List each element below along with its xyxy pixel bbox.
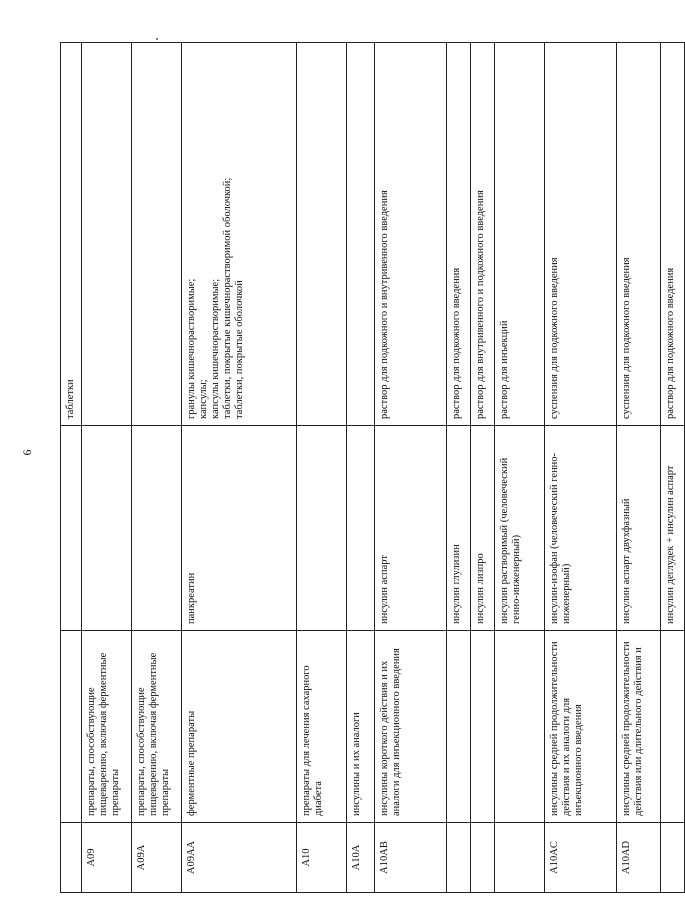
table-row bbox=[297, 43, 347, 893]
table-row bbox=[61, 43, 82, 893]
atc-code-cell: A10AC bbox=[545, 823, 617, 893]
atc-code-cell bbox=[447, 823, 471, 893]
dosage-form-cell bbox=[545, 43, 617, 426]
drug-name-cell: инсулин растворимый (человеческий генно-инженерный) bbox=[495, 426, 545, 631]
pharmacological-group-cell bbox=[447, 631, 471, 823]
pharmacological-group-cell: препараты, способствующие пищеварению, включая ферментные препараты bbox=[132, 631, 182, 823]
dosage-form-line: раствор для подкожного и внутривенного введения bbox=[379, 190, 391, 419]
table-body bbox=[61, 43, 685, 893]
page-number: 6 bbox=[20, 449, 34, 456]
dosage-form-cell bbox=[447, 43, 471, 426]
drug-name-cell bbox=[61, 426, 82, 631]
table-row bbox=[82, 43, 132, 893]
pharmacological-group-cell bbox=[661, 631, 685, 823]
dosage-form-line: таблетки, покрытые оболочкой bbox=[234, 280, 246, 419]
atc-code-cell bbox=[471, 823, 495, 893]
atc-code-cell: A09A bbox=[132, 823, 182, 893]
dosage-form-cell bbox=[61, 43, 82, 426]
table-row bbox=[471, 43, 495, 893]
table-row bbox=[545, 43, 617, 893]
pharmacological-group-cell bbox=[495, 631, 545, 823]
drug-name-cell: панкреатин bbox=[182, 426, 297, 631]
dosage-form-cell bbox=[347, 43, 375, 426]
dosage-form-line: суспензия для подкожного введения bbox=[549, 257, 561, 419]
dosage-form-line: таблетки bbox=[65, 379, 76, 419]
drug-name-cell: инсулин лизпро bbox=[471, 426, 495, 631]
dosage-form-cell bbox=[661, 43, 685, 426]
dosage-form-line: суспензия для подкожного введения bbox=[621, 257, 633, 419]
pharmacological-group-cell: инсулины и их аналоги bbox=[347, 631, 375, 823]
atc-code-cell: A10AB bbox=[375, 823, 447, 893]
table-row bbox=[375, 43, 447, 893]
dosage-form-cell bbox=[82, 43, 132, 426]
drug-name-cell: инсулин деглудек + инсулин аспарт bbox=[661, 426, 685, 631]
pharmacological-group-cell: ферментные препараты bbox=[182, 631, 297, 823]
drug-name-cell: инсулин аспарт двухфазный bbox=[617, 426, 661, 631]
dosage-form-cell bbox=[471, 43, 495, 426]
dosage-form-line: гранулы кишечнорастворимые; bbox=[186, 278, 198, 419]
dosage-form-cell bbox=[617, 43, 661, 426]
pharmacological-group-cell bbox=[61, 631, 82, 823]
drug-name-cell: инсулин-изофан (человеческий генно-инженерный) bbox=[545, 426, 617, 631]
drug-name-cell bbox=[132, 426, 182, 631]
dosage-form-cell bbox=[182, 43, 297, 426]
drug-name-cell bbox=[82, 426, 132, 631]
table-row bbox=[661, 43, 685, 893]
pharmacological-group-cell: инсулины средней продолжительности действия и их аналоги для инъекционного введения bbox=[545, 631, 617, 823]
table-row bbox=[132, 43, 182, 893]
dosage-form-cell bbox=[132, 43, 182, 426]
atc-code-cell: A10A bbox=[347, 823, 375, 893]
atc-code-cell: A10 bbox=[297, 823, 347, 893]
drug-name-cell bbox=[347, 426, 375, 631]
drug-name-cell: инсулин аспарт bbox=[375, 426, 447, 631]
dosage-form-line: капсулы кишечнорастворимые; bbox=[210, 278, 222, 419]
dosage-form-line: капсулы; bbox=[198, 379, 210, 419]
pharmacological-group-cell: препараты, способствующие пищеварению, включая ферментные препараты bbox=[82, 631, 132, 823]
dosage-form-line: таблетки, покрытые кишечнорастворимой оболочкой; bbox=[222, 177, 234, 419]
medication-table bbox=[60, 42, 685, 893]
atc-code-cell: A10AD bbox=[617, 823, 661, 893]
dosage-form-cell bbox=[495, 43, 545, 426]
dosage-form-cell bbox=[297, 43, 347, 426]
table-row bbox=[617, 43, 661, 893]
drug-name-cell: инсулин глулизин bbox=[447, 426, 471, 631]
pharmacological-group-cell: инсулины короткого действия и их аналоги для инъекционного введения bbox=[375, 631, 447, 823]
table-row bbox=[495, 43, 545, 893]
dosage-form-line: раствор для инъекций bbox=[499, 320, 511, 419]
table-row bbox=[182, 43, 297, 893]
table-row bbox=[347, 43, 375, 893]
atc-code-cell: A09 bbox=[82, 823, 132, 893]
atc-code-cell bbox=[61, 823, 82, 893]
dosage-form-line: раствор для внутривенного и подкожного введения bbox=[475, 190, 487, 419]
table-row bbox=[447, 43, 471, 893]
pharmacological-group-cell: препараты для лечения сахарного диабета bbox=[297, 631, 347, 823]
pharmacological-group-cell bbox=[471, 631, 495, 823]
dosage-form-line: раствор для подкожного введения bbox=[451, 267, 463, 419]
atc-code-cell bbox=[661, 823, 685, 893]
atc-code-cell bbox=[495, 823, 545, 893]
pharmacological-group-cell: инсулины средней продолжительности действия или длительного действия и bbox=[617, 631, 661, 823]
atc-code-cell: A09AA bbox=[182, 823, 297, 893]
scan-speck bbox=[156, 38, 158, 40]
drug-name-cell bbox=[297, 426, 347, 631]
dosage-form-cell bbox=[375, 43, 447, 426]
dosage-form-line: раствор для подкожного введения bbox=[665, 267, 677, 419]
